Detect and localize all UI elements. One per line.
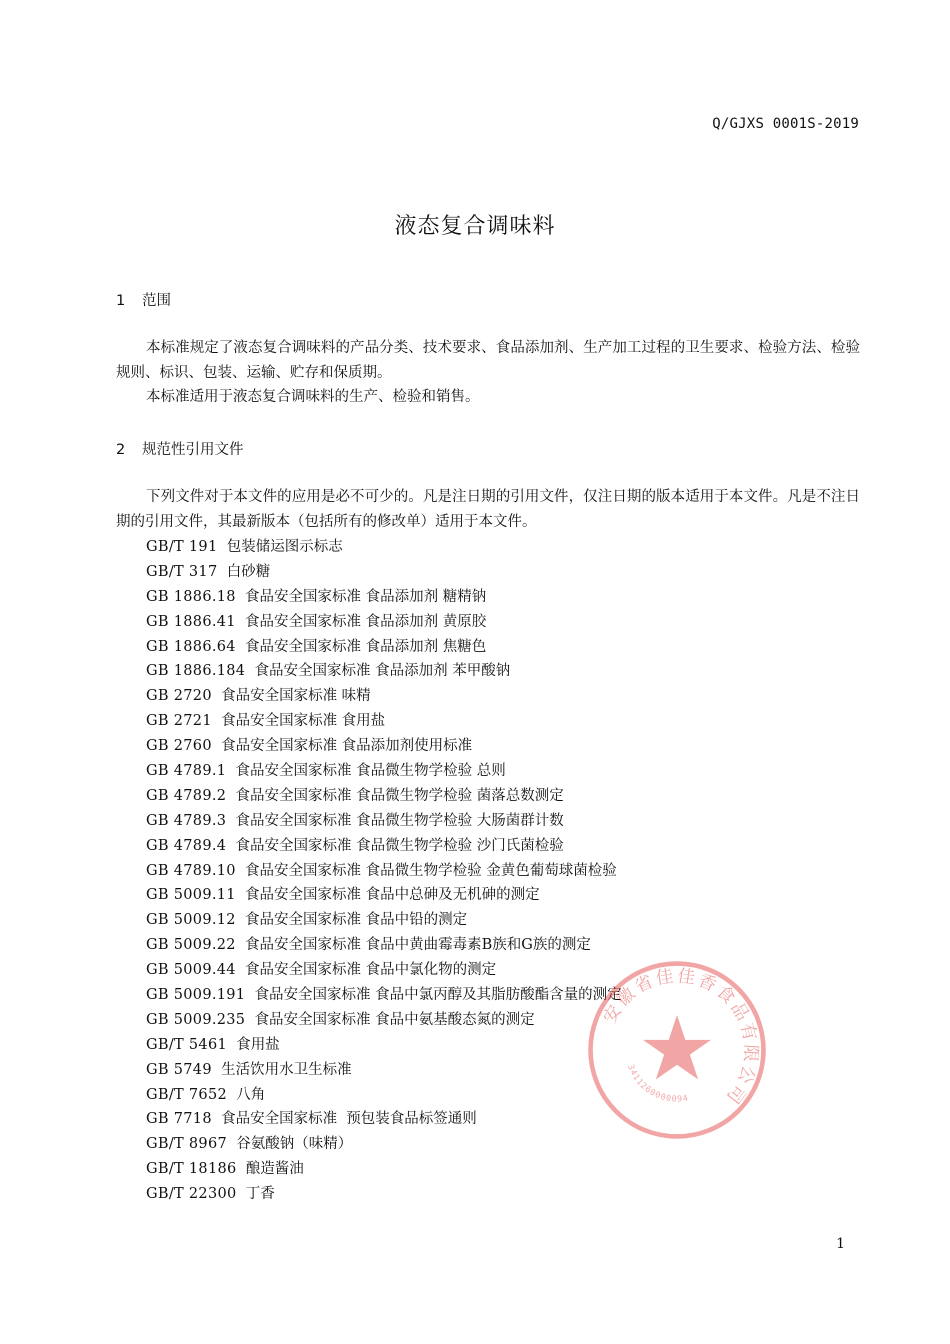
scope-applicability-paragraph: 本标准适用于液态复合调味料的生产、检验和销售。	[146, 389, 480, 405]
reference-title: 食品安全国家标准 食品添加剂 糖精钠	[245, 588, 487, 605]
reference-item	[146, 759, 622, 784]
reference-code: GB 1886.184	[146, 663, 246, 680]
reference-title: 食品安全国家标准 食品中氨基酸态氮的测定	[254, 1011, 535, 1028]
reference-title: 食品安全国家标准 预包装食品标签通则	[221, 1111, 477, 1128]
svg-text:3411260000094	[626, 1063, 689, 1104]
seal-star-icon	[643, 1015, 711, 1079]
reference-item	[146, 983, 622, 1008]
reference-code: GB 2721	[146, 713, 212, 730]
reference-item	[146, 684, 622, 709]
reference-code: GB 5009.191	[146, 987, 246, 1004]
reference-code: GB 1886.41	[146, 613, 236, 630]
reference-title: 食品安全国家标准 食品微生物学检验 金黄色葡萄球菌检验	[245, 862, 617, 879]
reference-title: 八角	[236, 1086, 266, 1103]
company-seal	[585, 958, 769, 1142]
reference-item	[146, 734, 622, 759]
reference-item	[146, 809, 622, 834]
section-title: 范围	[142, 293, 171, 309]
reference-code: GB 4789.1	[146, 763, 227, 780]
reference-code: GB 5009.12	[146, 912, 236, 929]
reference-item	[146, 908, 622, 933]
reference-title: 食品安全国家标准 食品中总砷及无机砷的测定	[245, 887, 540, 904]
reference-code: GB 2720	[146, 688, 212, 705]
reference-title: 食品安全国家标准 食品微生物学检验 总则	[235, 763, 506, 780]
reference-item	[146, 659, 622, 684]
reference-item	[146, 610, 622, 635]
reference-title: 丁香	[245, 1186, 275, 1203]
reference-code: GB 4789.10	[146, 862, 236, 879]
reference-item	[146, 834, 622, 859]
reference-code: GB 7718	[146, 1111, 212, 1128]
reference-title: 食品安全国家标准 食品微生物学检验 大肠菌群计数	[235, 812, 564, 829]
reference-title: 食品安全国家标准 味精	[221, 688, 371, 705]
reference-title: 食品安全国家标准 食品添加剂使用标准	[221, 738, 473, 755]
reference-item	[146, 883, 622, 908]
reference-item	[146, 585, 622, 610]
reference-item	[146, 709, 622, 734]
section-number: 2	[116, 442, 126, 458]
reference-code: GB 2760	[146, 738, 212, 755]
reference-item	[146, 560, 622, 585]
reference-title: 食品安全国家标准 食品微生物学检验 菌落总数测定	[235, 787, 564, 804]
reference-title: 食品安全国家标准 食品中氯丙醇及其脂肪酸酯含量的测定	[254, 987, 622, 1004]
reference-code: GB 5009.11	[146, 887, 236, 904]
reference-item	[146, 1182, 622, 1207]
scope-paragraph: 本标准规定了液态复合调味料的产品分类、技术要求、食品添加剂、生产加工过程的卫生要求、检验方法、检验规则、标识、包装、运输、贮存和保质期。	[116, 340, 860, 381]
reference-code: GB/T 317	[146, 563, 218, 580]
reference-item	[146, 1083, 622, 1108]
section-heading-scope	[116, 289, 171, 310]
reference-title: 食品安全国家标准 食品中氯化物的测定	[245, 962, 497, 979]
reference-item	[146, 535, 622, 560]
reference-title: 食品安全国家标准 食用盐	[221, 713, 386, 730]
reference-code: GB 1886.64	[146, 638, 236, 655]
reference-title: 食品安全国家标准 食品中黄曲霉毒素B族和G族的测定	[245, 937, 591, 954]
reference-title: 食品安全国家标准 食品添加剂 焦糖色	[245, 638, 487, 655]
reference-title: 食用盐	[236, 1036, 280, 1053]
reference-title: 谷氨酸钠（味精）	[236, 1136, 353, 1153]
reference-code: GB 5009.235	[146, 1011, 246, 1028]
page-number: 1	[836, 1236, 845, 1252]
seal-text: 安徽省佳佳香食品有限公司	[600, 966, 761, 1109]
reference-item	[146, 1058, 622, 1083]
reference-item	[146, 635, 622, 660]
reference-item	[146, 958, 622, 983]
reference-code: GB/T 7652	[146, 1086, 228, 1103]
reference-code: GB/T 191	[146, 539, 218, 555]
reference-code: GB/T 5461	[146, 1036, 228, 1053]
reference-code: GB 5749	[146, 1061, 212, 1078]
reference-item	[146, 1107, 622, 1132]
reference-code: GB 4789.4	[146, 837, 227, 854]
reference-code: GB 4789.3	[146, 812, 227, 829]
reference-title: 酿造酱油	[245, 1161, 304, 1178]
reference-title: 白砂糖	[226, 563, 271, 580]
reference-title: 食品安全国家标准 食品中铅的测定	[245, 912, 468, 929]
reference-code: GB 1886.18	[146, 588, 236, 605]
reference-item	[146, 1132, 622, 1157]
reference-code: GB/T 8967	[146, 1136, 228, 1153]
references-intro-paragraph: 下列文件对于本文件的应用是必不可少的。凡是注日期的引用文件，仅注日期的版本适用于本文件。凡是不注日期的引用文件，其最新版本（包括所有的修改单）适用于本文件。	[116, 489, 860, 530]
reference-title: 生活饮用水卫生标准	[221, 1061, 352, 1078]
reference-code: GB/T 22300	[146, 1186, 237, 1203]
reference-title: 食品安全国家标准 食品添加剂 苯甲酸钠	[254, 663, 511, 680]
reference-code: GB 4789.2	[146, 787, 227, 804]
section-heading-normative-references	[116, 438, 244, 459]
section-number: 1	[116, 293, 126, 309]
seal-number: 3411260000094	[626, 1063, 690, 1104]
section-title: 规范性引用文件	[142, 442, 244, 458]
reference-item	[146, 933, 622, 958]
standard-code: Q/GJXS 0001S-2019	[712, 116, 859, 132]
reference-item	[146, 1033, 622, 1058]
reference-item	[146, 859, 622, 884]
reference-title: 食品安全国家标准 食品微生物学检验 沙门氏菌检验	[235, 837, 564, 854]
reference-item	[146, 1008, 622, 1033]
reference-title: 食品安全国家标准 食品添加剂 黄原胶	[245, 613, 487, 630]
reference-list	[146, 535, 622, 1207]
reference-code: GB 5009.44	[146, 962, 236, 979]
reference-item	[146, 1157, 622, 1182]
reference-title: 包装储运图示标志	[226, 539, 343, 555]
document-title: 液态复合调味料	[394, 214, 556, 239]
reference-code: GB 5009.22	[146, 937, 236, 954]
reference-item	[146, 784, 622, 809]
reference-code: GB/T 18186	[146, 1161, 237, 1178]
